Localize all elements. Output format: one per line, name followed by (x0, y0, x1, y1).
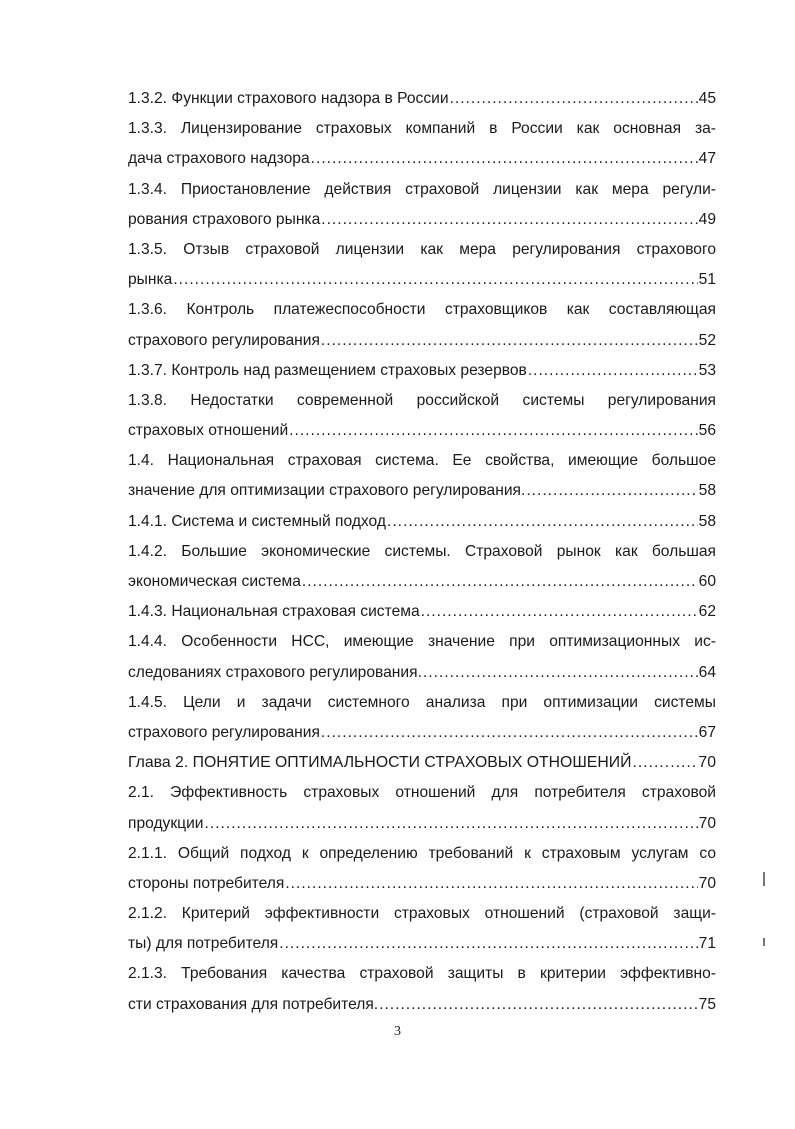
dot-leader (173, 265, 697, 295)
toc-entry-line (128, 265, 716, 295)
toc-entry-text: страхового регулирования (128, 723, 320, 741)
dot-leader (387, 507, 698, 537)
toc-entry-line (128, 356, 716, 386)
dot-leader (526, 476, 697, 506)
toc-entry-wrapped-line (128, 899, 716, 929)
toc-entry-line (128, 84, 716, 114)
page-number: 3 (394, 1024, 401, 1039)
dot-leader (450, 84, 698, 114)
toc-page-number: 49 (698, 210, 716, 228)
toc-entry-wrapped-line (128, 959, 716, 989)
dot-leader (379, 990, 698, 1020)
toc-entry-line (128, 567, 716, 597)
table-of-contents (128, 84, 716, 1020)
margin-scan-mark (763, 872, 765, 886)
dot-leader (289, 416, 697, 446)
toc-entry-wrapped-line (128, 175, 716, 205)
toc-page-number: 70 (698, 874, 716, 892)
margin-scan-mark (763, 938, 765, 946)
toc-entry-text: значение для оптимизации страхового регулирования. (128, 482, 526, 500)
dot-leader (205, 809, 698, 839)
dot-leader (285, 869, 697, 899)
toc-entry-line (128, 990, 716, 1020)
toc-entry-line (128, 205, 716, 235)
toc-entry-text: Глава 2. ПОНЯТИЕ ОПТИМАЛЬНОСТИ СТРАХОВЫХ ОТНОШЕНИЙ (128, 754, 632, 772)
toc-page-number: 58 (698, 482, 716, 500)
toc-page-number: 62 (698, 603, 716, 621)
toc-entry-line (128, 718, 716, 748)
toc-entry-wrapped-line (128, 386, 716, 416)
toc-page-number: 51 (698, 271, 716, 289)
toc-page-number: 71 (698, 935, 716, 953)
dot-leader (279, 929, 697, 959)
toc-entry-line (128, 869, 716, 899)
toc-entry-text: 2.1. Эффективность страховых отношений для потребителя страховой (128, 784, 716, 802)
toc-entry-wrapped-line (128, 839, 716, 869)
dot-leader (632, 748, 697, 778)
toc-entry-line (128, 507, 716, 537)
toc-entry-text: страхового регулирования (128, 331, 320, 349)
toc-entry-text: 2.1.1. Общий подход к определению требований к страховым услугам со (128, 844, 716, 862)
toc-entry-text: ты) для потребителя (128, 935, 279, 953)
toc-entry-text: следованиях страхового регулирования. (128, 663, 422, 681)
toc-entry-line (128, 748, 716, 778)
toc-entry-wrapped-line (128, 295, 716, 325)
toc-entry-line (128, 326, 716, 356)
toc-entry-wrapped-line (128, 627, 716, 657)
toc-entry-text: 1.4.2. Большие экономические системы. Страховой рынок как большая (128, 542, 716, 560)
toc-entry-text: стороны потребителя (128, 874, 285, 892)
toc-entry-line (128, 809, 716, 839)
toc-entry-line (128, 144, 716, 174)
toc-entry-wrapped-line (128, 446, 716, 476)
dot-leader (421, 597, 698, 627)
toc-entry-text: 1.4. Национальная страховая система. Ее свойства, имеющие большое (128, 452, 716, 470)
toc-entry-text: 1.4.1. Система и системный подход (128, 512, 386, 530)
toc-entry-text: рования страхового рынка (128, 210, 321, 228)
toc-entry-text: 1.3.7. Контроль над размещением страховых резервов (128, 361, 527, 379)
toc-page-number: 45 (698, 90, 716, 107)
toc-entry-text: продукции (128, 814, 204, 832)
toc-entry-line (128, 929, 716, 959)
toc-entry-text: 1.4.5. Цели и задачи системного анализа при оптимизации системы (128, 693, 716, 711)
toc-entry-text: 1.4.4. Особенности НСС, имеющие значение при оптимизационных ис- (128, 633, 716, 651)
dot-leader (311, 144, 698, 174)
toc-entry-text: 1.3.6. Контроль платежеспособности страховщиков как составляющая (128, 301, 716, 319)
toc-entry-line (128, 416, 716, 446)
toc-entry-wrapped-line (128, 778, 716, 808)
toc-page-number: 60 (698, 573, 716, 590)
dot-leader (321, 718, 698, 748)
toc-entry-text: 1.4.3. Национальная страховая система (128, 603, 420, 621)
toc-entry-wrapped-line (128, 114, 716, 144)
dot-leader (321, 326, 698, 356)
toc-page-number: 47 (698, 150, 716, 168)
toc-entry-text: рынка (128, 271, 173, 289)
toc-page-number: 70 (698, 754, 716, 772)
dot-leader (321, 205, 697, 235)
toc-entry-wrapped-line (128, 537, 716, 567)
toc-entry-text: 1.3.2. Функции страхового надзора в России (128, 90, 449, 107)
toc-entry-text: страховых отношений (128, 422, 289, 440)
toc-page-number: 56 (698, 422, 716, 440)
dot-leader (528, 356, 698, 386)
toc-entry-text: 2.1.3. Требования качества страховой защиты в критерии эффективно- (128, 965, 716, 983)
toc-page-number: 58 (698, 512, 716, 530)
toc-entry-text: 1.3.8. Недостатки современной российской системы регулирования (128, 391, 716, 409)
dot-leader (302, 567, 698, 597)
toc-entry-text: сти страхования для потребителя. (128, 995, 379, 1013)
dot-leader (423, 658, 698, 688)
toc-entry-line (128, 597, 716, 627)
toc-entry-wrapped-line (128, 235, 716, 265)
toc-entry-text: 2.1.2. Критерий эффективности страховых отношений (страховой защи- (128, 905, 716, 923)
toc-page-number: 70 (698, 814, 716, 832)
toc-entry-line (128, 658, 716, 688)
toc-entry-text: 1.3.3. Лицензирование страховых компаний в России как основная за- (128, 120, 716, 138)
toc-page-number: 53 (698, 361, 716, 379)
toc-entry-text: экономическая система (128, 573, 301, 590)
toc-page-number: 64 (698, 663, 716, 681)
toc-page-number: 52 (698, 331, 716, 349)
toc-entry-text: дача страхового надзора (128, 150, 310, 168)
toc-page-number: 67 (698, 723, 716, 741)
toc-entry-text: 1.3.4. Приостановление действия страховой лицензии как мера регули- (128, 180, 716, 198)
toc-entry-text: 1.3.5. Отзыв страховой лицензии как мера регулирования страхового (128, 240, 716, 258)
toc-entry-wrapped-line (128, 688, 716, 718)
toc-entry-line (128, 476, 716, 506)
toc-page-number: 75 (698, 995, 716, 1013)
